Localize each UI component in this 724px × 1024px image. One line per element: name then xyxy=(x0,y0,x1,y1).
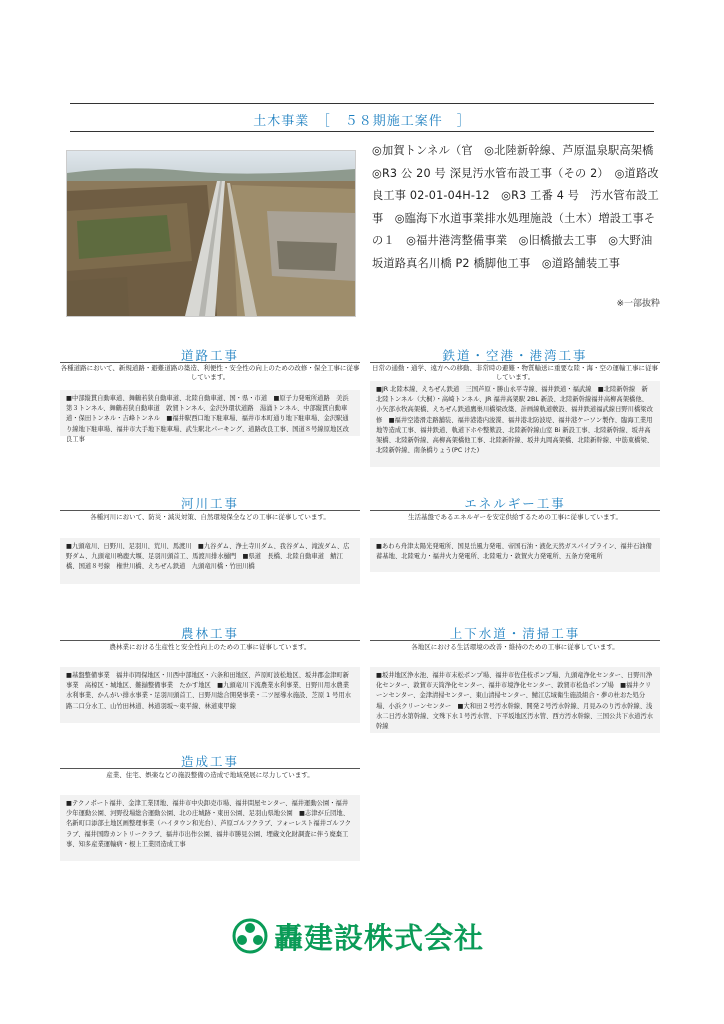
page-title: 土木事業 ［ ５８期施工案件 ］ xyxy=(253,114,471,129)
company-name: 轟建設株式会社 xyxy=(274,921,485,955)
section-body-water: ■坂井地区浄水池、福井市末松ポンプ場、福井市佐佳枝ポンプ場、九頭竜浄化センター、日野川浄化センター、敦賀市天筒浄化センター、福井市境浄化センター、敦賀市松島ポンプ場 ■福井クリーンセンター、金津清掃センター、東山清掃センター、鯖江広域衛生施設組合・夢の杜おた処分場、小浜クリーンセンター ■大和田２号汚水幹線、開発２号汚水幹線、月見みのり汚水幹線、浅水二日汚水第幹線、文殊下水１号汚水管、下平坂地区汚水管、西方汚水幹線、三国公共下水道汚水幹線 xyxy=(370,667,660,733)
section-desc-water: 各地区における生活環境の改善・維持のための工事に従事しています。 xyxy=(411,643,619,651)
project-list: ◎加賀トンネル（官 ◎北陸新幹線、芦原温泉駅高架橋 ◎R3 公 20 号 深見汚水管布設工事（その 2） ◎道路改良工事 02-01-04H-12 ◎R3 工番 4 号 汚水管布設工事 ◎臨海下水道事業排水処理施設（土木）増設工事その１ ◎福井港湾整備事業 ◎旧橋撤去工事 ◎大野油坂道路真名川橋 P2 橋脚他工事 ◎道路舗装工事 xyxy=(372,144,665,270)
section-title-energy: エネルギー工事 xyxy=(464,496,566,511)
section-body-road: ■中部縦貫自動車道、舞鶴若狭自動車道、北陸自動車道、国・県・市道 ■原子力発電所道路 美浜第３トンネル、舞鶴若狭自動車道 敦賀トンネル、金沢外環状道路 湯涌トンネル、中部縦貫自動車道・保田トンネル・吉峰トンネル ■福井駅西口地下駐車場、福井市本町通り地下駐車場、金沢駅通り線地下駐車場、福井市大手地下駐車場、武生駅北パーキング、道路改良工事、国道８号線原地区改良工事 xyxy=(60,390,360,436)
section-title-rail: 鉄道・空港・港湾工事 xyxy=(442,348,588,363)
section-desc-dev: 産業、住宅、娯楽などの施設整備の造成で地域発展に尽力しています。 xyxy=(106,771,314,779)
section-desc-rail: 日常の通勤・通学、遠方への移動、非常時の避難・物質輸送に重要な陸・海・空の運輸工事に従事しています。 xyxy=(372,364,658,381)
section-title-agri: 農林工事 xyxy=(180,626,239,641)
section-body-river: ■九頭竜川、日野川、足羽川、荒川、馬渡川 ■九谷ダム、浄土寺川ダム、我谷ダム、滝波ダム、広野ダム、九頭竜川鳴鹿大堰、足羽川頭首工、馬渡川排水樋門 ■県道 長橋、北陸自動車道 鯖江橋、国道８号線 権世川橋、えちぜん鉄道 九頭竜川橋・竹田川橋 xyxy=(60,538,360,584)
section-rule xyxy=(60,510,360,511)
section-body-rail: ■JR 北陸本線、えちぜん鉄道 三国芦原・勝山永平寺線、福井鉄道・福武線 ■北陸新幹線 新北陸トンネル（大桐）・高崎トンネル、JR 福井高架駅 2BL 新設、北陸新幹線福井高柳高架橋他、小矢部水牧高架橋、えちぜん鉄道鷹巣川橋梁改築、計画線軌道敷設、福井鉄道福武線日野川橋梁改修 ■福井空港滑走路舗装、福井港港内浚渫、福井港北防波堤、福井港ケーソン製作、臨海工業用地等造成工事、福井鉄道、軌道下ホや整歎設、北陸新幹線山室 Bi 新設工事、北陸新幹線、坂井高架橋、北陸新幹線、高柳高架橋他工事、北陸新幹線、坂井丸岡高架橋、北陸新幹線、中筋東橋梁、北陸新幹線、南条橋りょう(PC けた) xyxy=(370,381,660,467)
section-desc-energy: 生活基盤であるエネルギーを安定供給するための工事に従事しています。 xyxy=(408,513,622,521)
section-desc-river: 各種河川において、防災・減災対策、自然環境保全などの工事に従事しています。 xyxy=(90,513,330,521)
section-rule xyxy=(60,640,360,641)
section-rule xyxy=(370,510,660,511)
section-rule xyxy=(60,768,360,769)
company-emblem-icon xyxy=(232,918,268,954)
section-title-dev: 造成工事 xyxy=(180,754,239,769)
section-rule xyxy=(60,362,360,363)
section-desc-agri: 農林業における生産性と安全性向上のための工事に従事しています。 xyxy=(109,643,311,651)
section-rule xyxy=(370,362,660,363)
header-top-rule xyxy=(70,103,654,104)
excerpt-note: ※一部抜粋 xyxy=(616,299,660,309)
section-body-dev: ■テクノポート福井、金津工業団地、福井市中央卸売市場、福井問屋センター、福井運動公園・福井少年運動公園、河野役場総合運動公園、北の庄城跡・東田公園、足羽山県地公園 ■志津が丘団地、名新町口添部土地区画整理事業（ハイタウン和光台）、芦原ゴルフクラブ、フォーレスト福井ゴルフクラブ、福井国際カントリークラブ、福井市出作公園、福井市勝見公園、埋蔵文化財調査に伴う廃棄工事、知多産業運輸病・根上工業団造成工事 xyxy=(60,795,360,861)
header-bottom-rule xyxy=(70,131,654,132)
section-desc-road: 各種道路において、新規道路・避難道路の築造、利便性・安全性の向上のための改修・保全工事に従事しています。 xyxy=(60,364,360,381)
company-logo xyxy=(232,910,494,960)
section-body-agri: ■基盤整備事業 福井市岡保地区・川西中部地区・六条和田地区、芦原町波松地区、坂井郡金津町新事業 高椋区・城地区、難揃整備事業 たかす地区 ■九頭竜川下流農業水利事業、日野川用水農業水利事業、かんがい排水事業・足羽川頭首工、日野川総合開発事業・二ツ屋導水施設、芝原 1 号用水路二口分水工、山竹田林道、林道羽坂～東平線、林道東甲線 xyxy=(60,667,360,723)
aerial-railway-photo xyxy=(66,150,356,317)
section-rule xyxy=(370,640,660,641)
section-body-energy: ■あわら舟津太陽光発電所、国見岳風力発電、帝国石油・液化天然ガスパイプライン、福井石油備蓄基地、北陸電力・福井火力発電所、北陸電力・敦賀火力発電所、五条方発電所 xyxy=(370,538,660,572)
section-title-river: 河川工事 xyxy=(180,496,239,511)
section-title-road: 道路工事 xyxy=(180,348,239,363)
section-title-water: 上下水道・清掃工事 xyxy=(449,626,581,641)
